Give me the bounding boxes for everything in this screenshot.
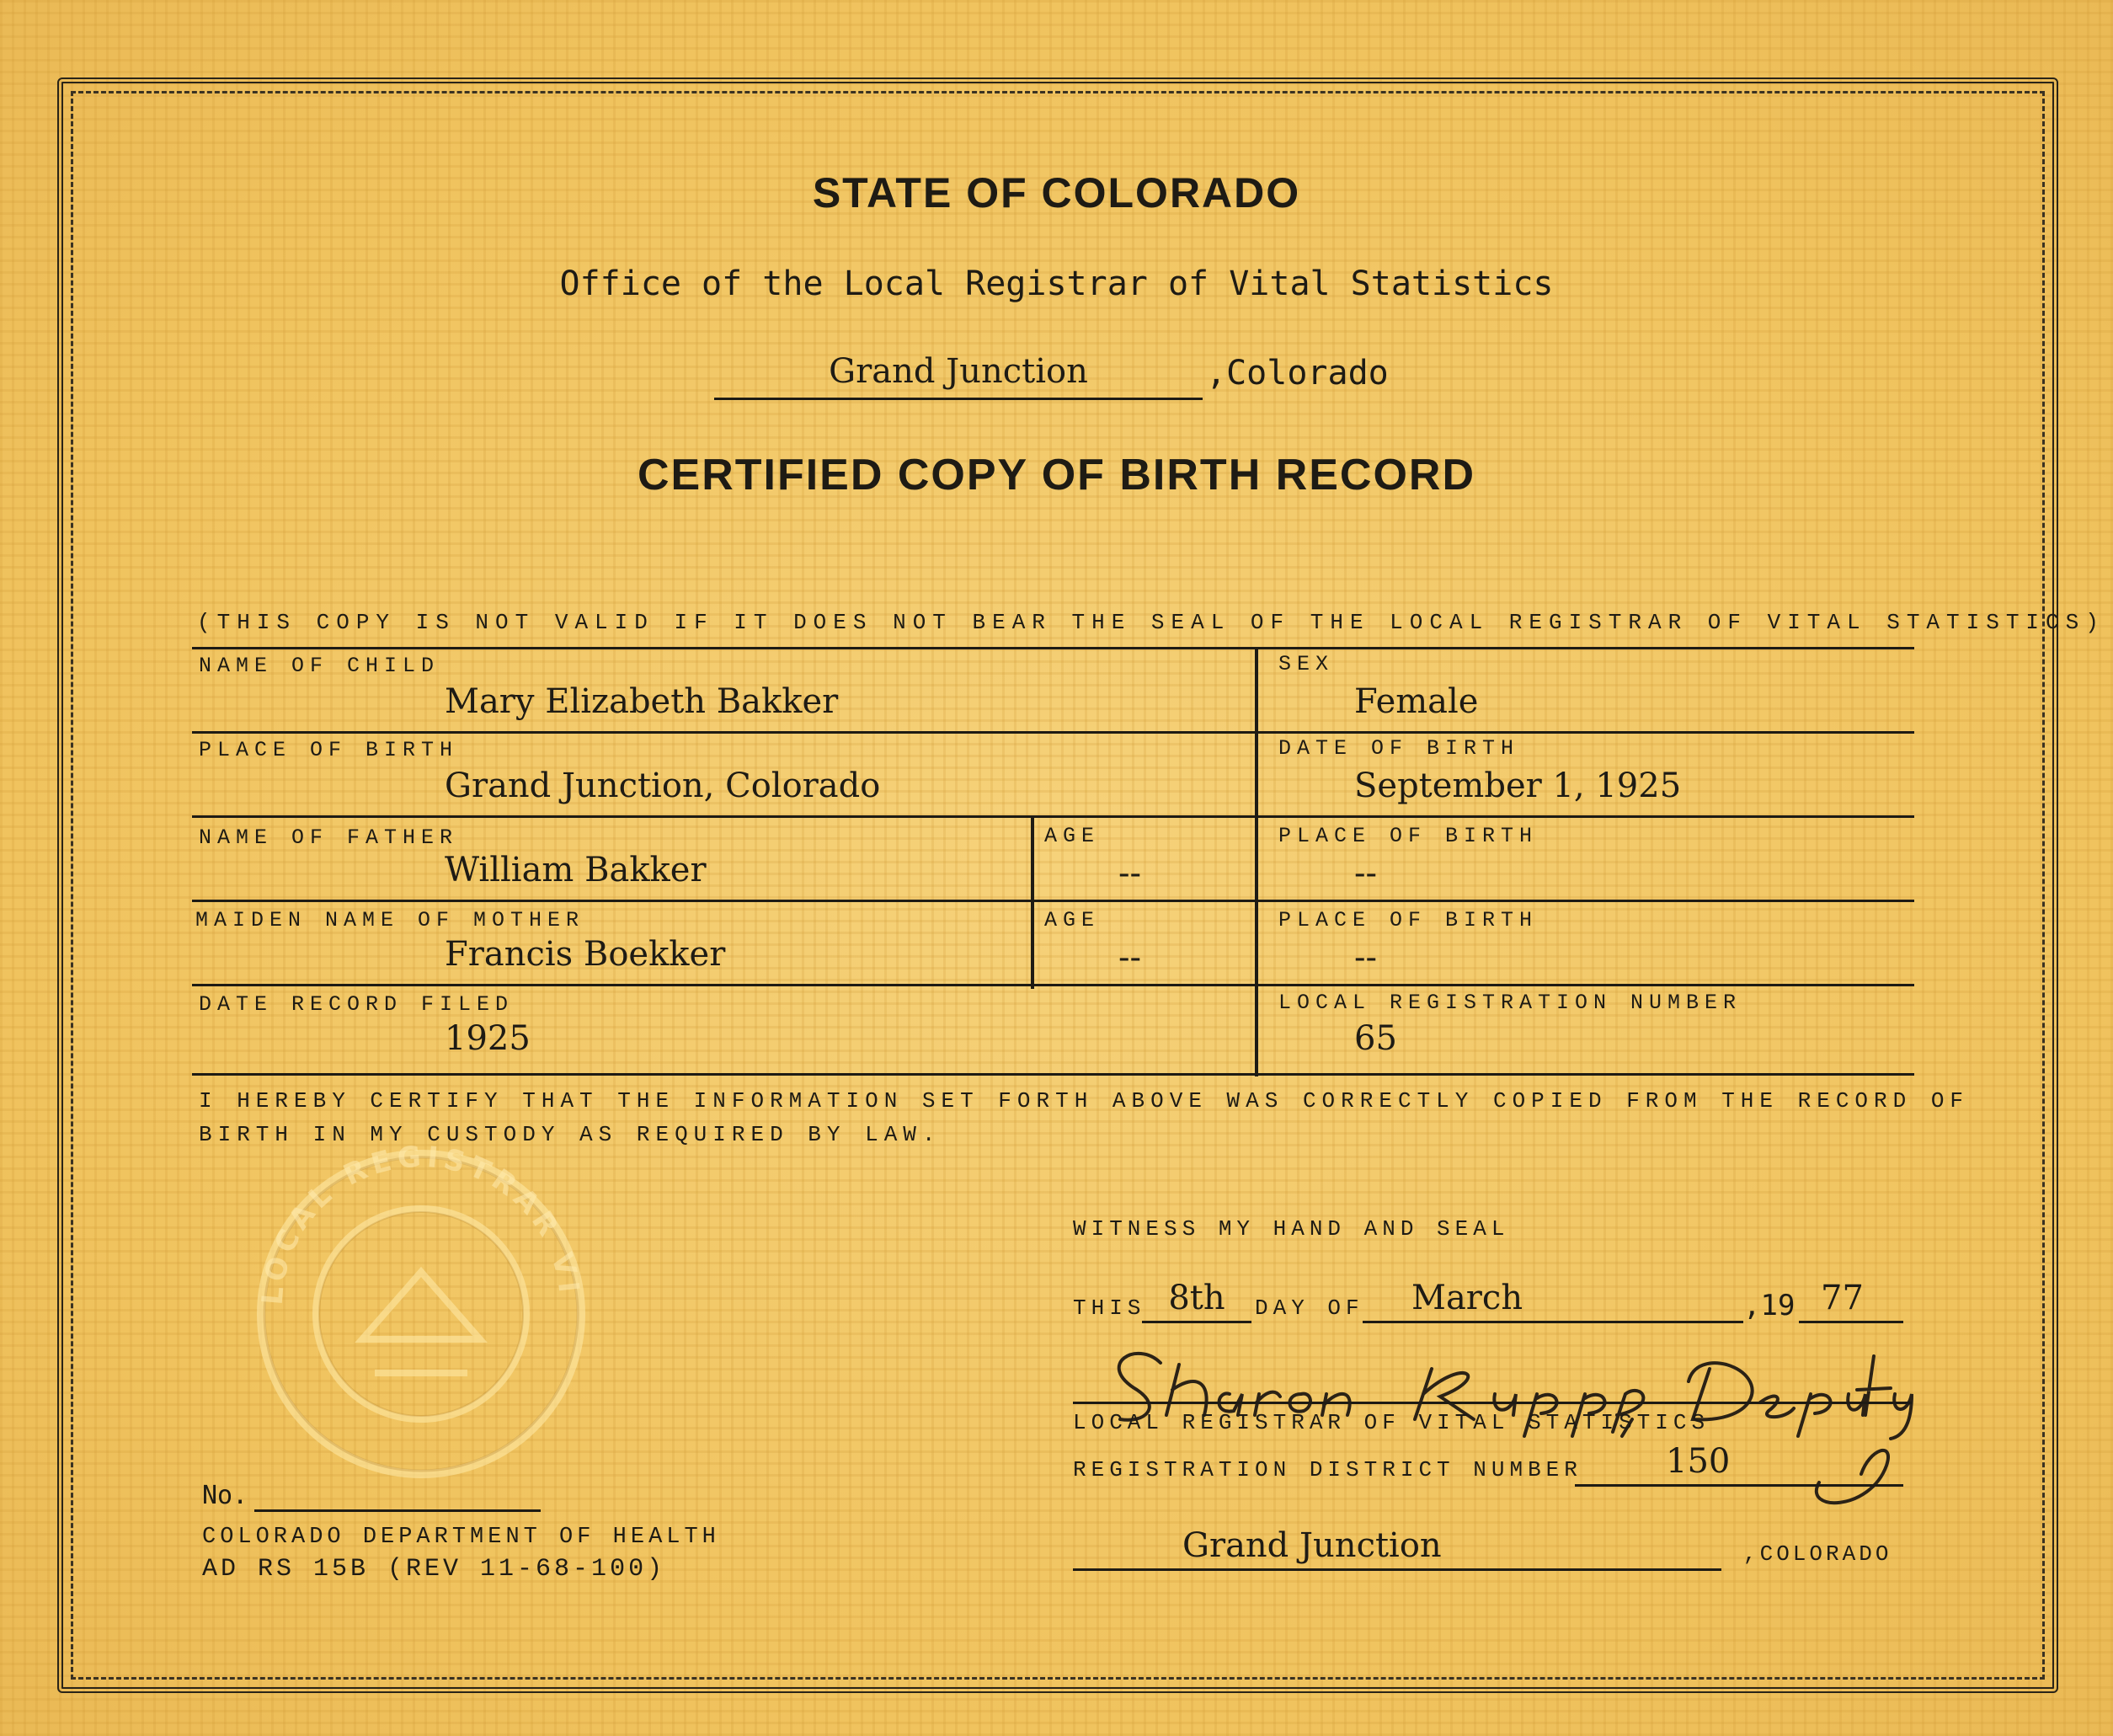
certification-line-2: BIRTH IN MY CUSTODY AS REQUIRED BY LAW. [199,1122,942,1147]
district-field [1575,1442,1903,1484]
child-name-value: Mary Elizabeth Bakker [445,682,839,721]
witness-city-field [1073,1526,1721,1568]
row-divider [192,984,1914,986]
state-suffix: ,Colorado [1206,354,1389,393]
district-number: 150 [1666,1442,1731,1481]
year-underline [1799,1321,1903,1323]
day-underline [1142,1321,1251,1323]
number-label: No. [202,1481,248,1510]
month-field [1363,1279,1743,1321]
father-name-label: NAME OF FATHER [199,825,459,850]
state-heading: STATE OF COLORADO [812,169,1301,216]
district-label: REGISTRATION DISTRICT NUMBER [1073,1457,1582,1482]
witness-city-underline [1073,1568,1721,1571]
year-value: 77 [1821,1279,1864,1317]
father-name-value: William Bakker [445,851,707,889]
row-divider [192,815,1914,818]
father-age-value: -- [1118,854,1142,893]
column-divider [1255,647,1258,1076]
month-value: March [1411,1279,1523,1317]
father-birthplace-label: PLACE OF BIRTH [1278,824,1539,848]
place-of-birth-value: Grand Junction, Colorado [445,767,881,805]
day-of-label: DAY OF [1255,1295,1364,1321]
record-table [192,647,1914,1076]
year-field [1799,1279,1903,1321]
mother-age-value: -- [1118,938,1142,977]
date-of-birth-label: DATE OF BIRTH [1278,736,1520,761]
mother-birthplace-value: -- [1354,938,1378,977]
registration-number-label: LOCAL REGISTRATION NUMBER [1278,991,1742,1015]
validity-note: (THIS COPY IS NOT VALID IF IT DOES NOT BEAR THE SEAL OF THE LOCAL REGISTRAR OF VITAL STATISTICS) [197,610,2105,635]
department-name: COLORADO DEPARTMENT OF HEALTH [202,1525,720,1550]
certification-line-1: I HEREBY CERTIFY THAT THE INFORMATION SET FORTH ABOVE WAS CORRECTLY COPIED FROM THE RECORD OF [199,1088,1970,1114]
form-number: AD RS 15B (REV 11-68-100) [202,1555,666,1584]
this-label: THIS [1073,1295,1146,1321]
mother-name-value: Francis Boekker [445,935,726,974]
document-title: CERTIFIED COPY OF BIRTH RECORD [637,451,1476,499]
signature-line [1073,1402,1912,1404]
number-underline [254,1509,541,1512]
mother-birthplace-label: PLACE OF BIRTH [1278,908,1539,932]
row-divider [192,1073,1914,1076]
witness-city-value: Grand Junction [1182,1526,1442,1565]
witness-heading: WITNESS MY HAND AND SEAL [1073,1216,1510,1242]
month-underline [1363,1321,1743,1323]
date-filed-label: DATE RECORD FILED [199,992,515,1017]
registration-number-value: 65 [1354,1019,1397,1058]
day-value: 8th [1168,1279,1225,1317]
child-name-label: NAME OF CHILD [199,654,440,678]
date-of-birth-value: September 1, 1925 [1354,767,1682,805]
father-birthplace-value: -- [1354,854,1378,893]
date-filed-value: 1925 [445,1019,531,1058]
district-underline [1575,1484,1903,1487]
father-age-label: AGE [1044,824,1101,848]
year-prefix: ,19 [1743,1289,1796,1322]
city-field [714,352,1203,401]
city-underline [714,398,1203,400]
row-divider [192,731,1914,734]
row-divider [192,900,1914,902]
day-field [1142,1279,1251,1321]
registrar-label: LOCAL REGISTRAR OF VITAL STATISTICS [1073,1410,1710,1435]
row-divider [192,647,1914,649]
office-heading: Office of the Local Registrar of Vital Statistics [559,264,1554,303]
city-value: Grand Junction [829,352,1088,391]
witness-state-suffix: ,COLORADO [1743,1541,1892,1567]
place-of-birth-label: PLACE OF BIRTH [199,738,459,762]
embossed-seal [202,1146,640,1499]
sex-value: Female [1354,682,1479,721]
svg-text:LOCAL REGISTRAR VITAL STATISTI: LOCAL REGISTRAR VI [255,1146,586,1306]
mother-name-label: MAIDEN NAME OF MOTHER [195,908,585,932]
mother-age-label: AGE [1044,908,1101,932]
age-column-divider [1031,815,1034,989]
sex-label: SEX [1278,652,1335,676]
